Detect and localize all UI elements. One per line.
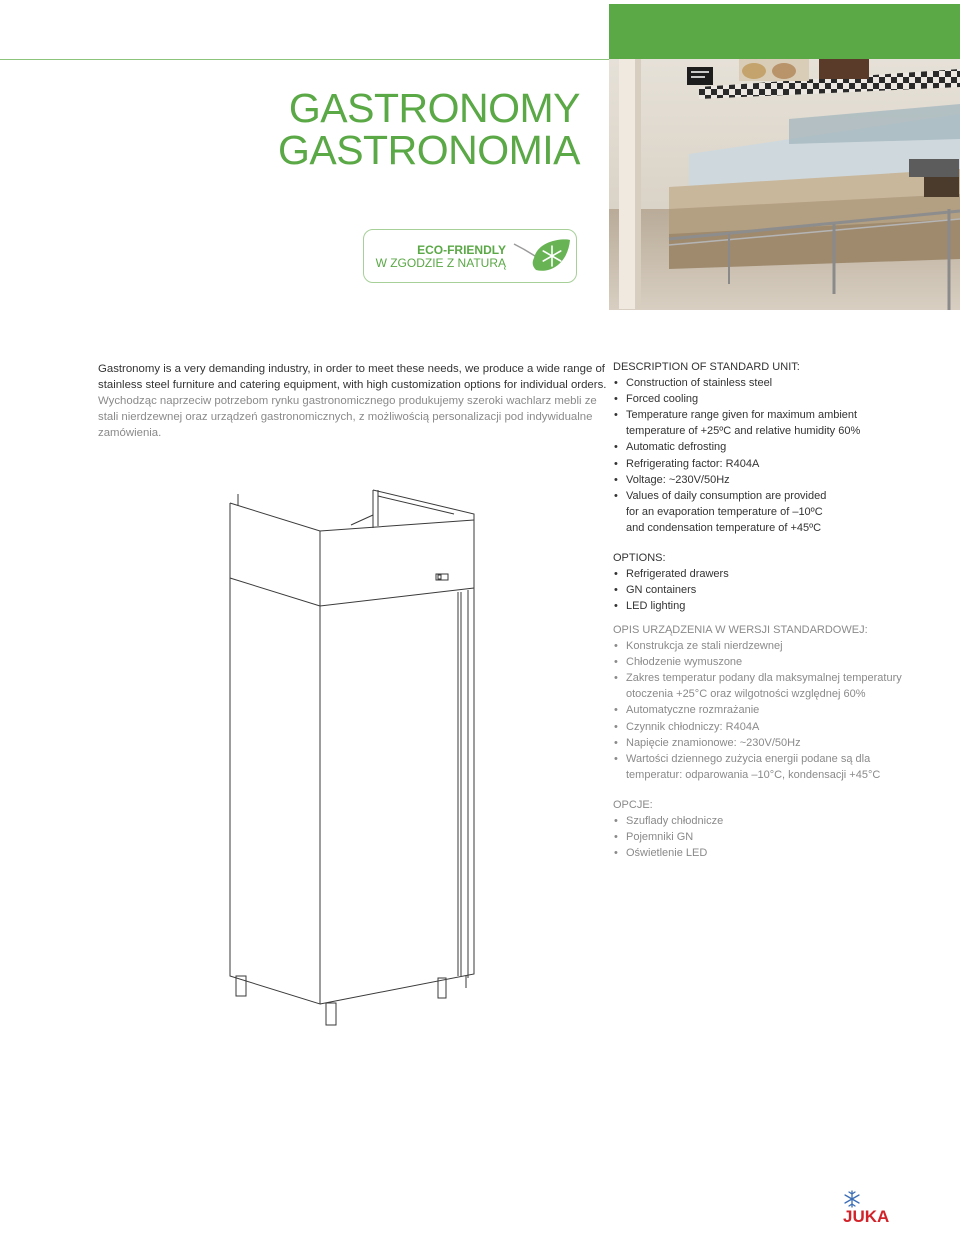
list-item: • LED lighting bbox=[613, 598, 913, 614]
list-item: • Wartości dziennego zużycia energii podane są dla temperatur: odparowania –10°C, kondensacji +45°C bbox=[613, 751, 916, 783]
list-item: • Construction of stainless steel bbox=[613, 375, 913, 391]
options-heading-en: OPTIONS: bbox=[613, 552, 666, 565]
page-title-pl: GASTRONOMIA bbox=[277, 127, 580, 173]
list-item: • Automatyczne rozmrażanie bbox=[613, 702, 913, 718]
list-item: • Czynnik chłodniczy: R404A bbox=[613, 719, 913, 735]
refrigerator-drawing bbox=[228, 488, 488, 1028]
list-item: • Refrigerating factor: R404A bbox=[613, 456, 913, 472]
list-item: • Szuflady chłodnicze bbox=[613, 813, 913, 829]
spec-section-en bbox=[613, 359, 913, 614]
list-item: • Zakres temperatur podany dla maksymalnej temperatury otoczenia +25°C oraz wilgotności względnej 60% bbox=[613, 670, 916, 702]
list-item: • Napięcie znamionowe: ~230V/50Hz bbox=[613, 735, 913, 751]
intro-paragraph-en: Gastronomy is a very demanding industry, in order to meet these needs, we produce a wide range of stainless steel furniture and catering equipment, with high customization options for individual orders. bbox=[98, 363, 607, 391]
spec-heading-pl: OPIS URZĄDZENIA W WERSJI STANDARDOWEJ: bbox=[613, 624, 868, 636]
list-item: • Pojemniki GN bbox=[613, 829, 913, 845]
list-item: • Forced cooling bbox=[613, 391, 913, 407]
intro-paragraph-pl: Wychodząc naprzeciw potrzebom rynku gastronomicznego produkujemy szeroki wachlarz mebli ze stali nierdzewnej oraz urządzeń gastronomicznych, z możliwością personalizacji pod indywidualne zamówienia. bbox=[98, 395, 597, 439]
intro-text bbox=[98, 361, 618, 441]
spec-section-pl bbox=[613, 622, 913, 861]
list-item: • Voltage: ~230V/50Hz bbox=[613, 472, 913, 488]
gastronomy-photo bbox=[609, 59, 960, 310]
list-item: • Konstrukcja ze stali nierdzewnej bbox=[613, 638, 913, 654]
list-item: • Oświetlenie LED bbox=[613, 845, 913, 861]
options-list-pl bbox=[613, 813, 913, 861]
juka-logo bbox=[840, 1190, 910, 1231]
list-item: • Values of daily consumption are provided for an evaporation temperature of –10ºC and condensation temperature of +45ºC bbox=[613, 488, 841, 536]
snowflake-icon bbox=[840, 1190, 910, 1226]
list-item: • Automatic defrosting bbox=[613, 439, 913, 455]
spec-list-pl bbox=[613, 638, 913, 783]
list-item: • GN containers bbox=[613, 582, 913, 598]
list-item: • Chłodzenie wymuszone bbox=[613, 654, 913, 670]
spec-heading-en: DESCRIPTION OF STANDARD UNIT: bbox=[613, 361, 800, 373]
options-heading-pl: OPCJE: bbox=[613, 798, 653, 811]
logo-text: JUKA bbox=[843, 1207, 890, 1226]
list-item: • Refrigerated drawers bbox=[613, 566, 913, 582]
list-item: • Temperature range given for maximum ambient temperature of +25ºC and relative humidity 60% bbox=[613, 407, 876, 439]
eco-friendly-text bbox=[374, 244, 506, 270]
eco-friendly-badge bbox=[363, 229, 577, 283]
leaf-snowflake-icon bbox=[512, 236, 572, 276]
header-accent-bar bbox=[609, 4, 960, 59]
spec-list-en bbox=[613, 375, 913, 536]
eco-line-2: W ZGODZIE Z NATURĄ bbox=[375, 256, 506, 270]
options-list-en bbox=[613, 566, 913, 614]
page-title-en: GASTRONOMY bbox=[288, 85, 580, 131]
eco-line-1: ECO-FRIENDLY bbox=[417, 243, 506, 257]
